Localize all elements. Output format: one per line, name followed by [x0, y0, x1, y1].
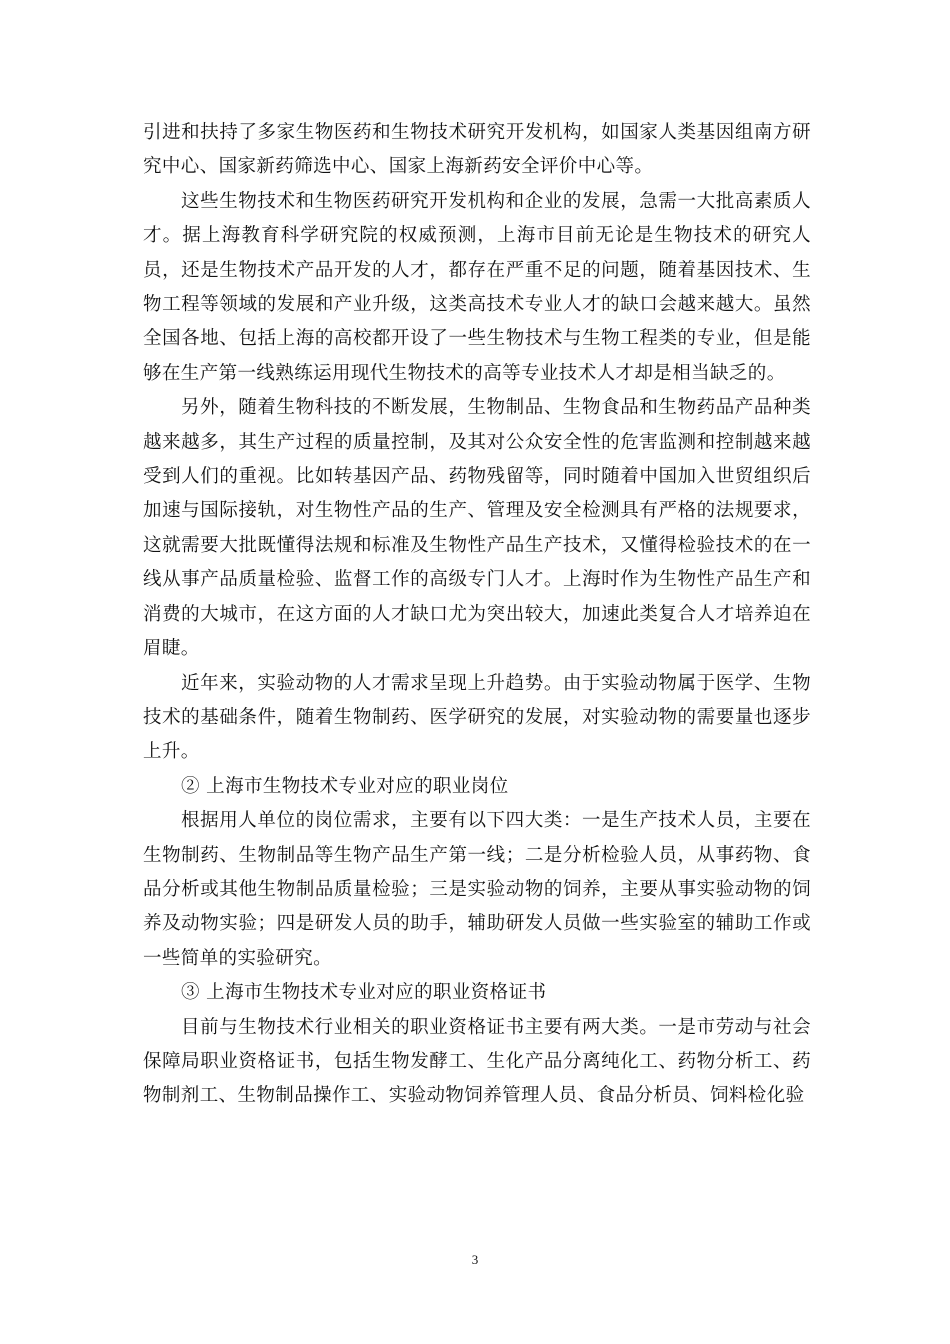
page-number: 3 [471, 1252, 479, 1267]
section-heading-job-positions: ② 上海市生物技术专业对应的职业岗位 [181, 775, 509, 797]
paragraph-certificates: 目前与生物技术行业相关的职业资格证书主要有两大类。一是市劳动与社会保障局职业资格证书，包括生物发酵工、生化产品分离纯化工、药物分析工、药物制剂工、生物制品操作工、实验动物饲养管理人员、食品分析员、饲料检化验 [143, 1016, 811, 1107]
paragraph-continuation: 引进和扶持了多家生物医药和生物技术研究开发机构，如国家人类基因组南方研究中心、国家新药筛选中心、国家上海新药安全评价中心等。 [143, 122, 811, 178]
paragraph-quality-control: 另外，随着生物科技的不断发展，生物制品、生物食品和生物药品产品种类越来越多，其生产过程的质量控制，及其对公众安全性的危害监测和控制越来越受到人们的重视。比如转基因产品、药物残留等，同时随着中国加入世贸组织后加速与国际接轨，对生物性产品的生产、管理及安全检测具有严格的法规要求，这就需要大批既懂得法规和标准及生物性产品生产技术，又懂得检验技术的在一线从事产品质量检验、监督工作的高级专门人才。上海时作为生物性产品生产和消费的大城市，在这方面的人才缺口尤为突出较大，加速此类复合人才培养迫在眉睫。 [143, 397, 811, 660]
section-heading-certificates: ③ 上海市生物技术专业对应的职业资格证书 [181, 982, 547, 1004]
body-text [143, 116, 811, 1114]
paragraph-talent-demand: 这些生物技术和生物医药研究开发机构和企业的发展，急需一大批高素质人才。据上海教育科学研究院的权威预测，上海市目前无论是生物技术的研究人员，还是生物技术产品开发的人才，都存在严重不足的问题，随着基因技术、生物工程等领域的发展和产业升级，这类高技术专业人才的缺口会越来越大。虽然全国各地、包括上海的高校都开设了一些生物技术与生物工程类的专业，但是能够在生产第一线熟练运用现代生物技术的高等专业技术人才却是相当缺乏的。 [143, 190, 811, 384]
paragraph-job-positions: 根据用人单位的岗位需求，主要有以下四大类：一是生产技术人员，主要在生物制药、生物制品等生物产品生产第一线；二是分析检验人员，从事药物、食品分析或其他生物制品质量检验；三是实验动物的饲养，主要从事实验动物的饲养及动物实验；四是研发人员的助手，辅助研发人员做一些实验室的辅助工作或一些简单的实验研究。 [143, 810, 811, 969]
paragraph-lab-animals: 近年来，实验动物的人才需求呈现上升趋势。由于实验动物属于医学、生物技术的基础条件，随着生物制药、医学研究的发展，对实验动物的需要量也逐步上升。 [143, 672, 811, 763]
